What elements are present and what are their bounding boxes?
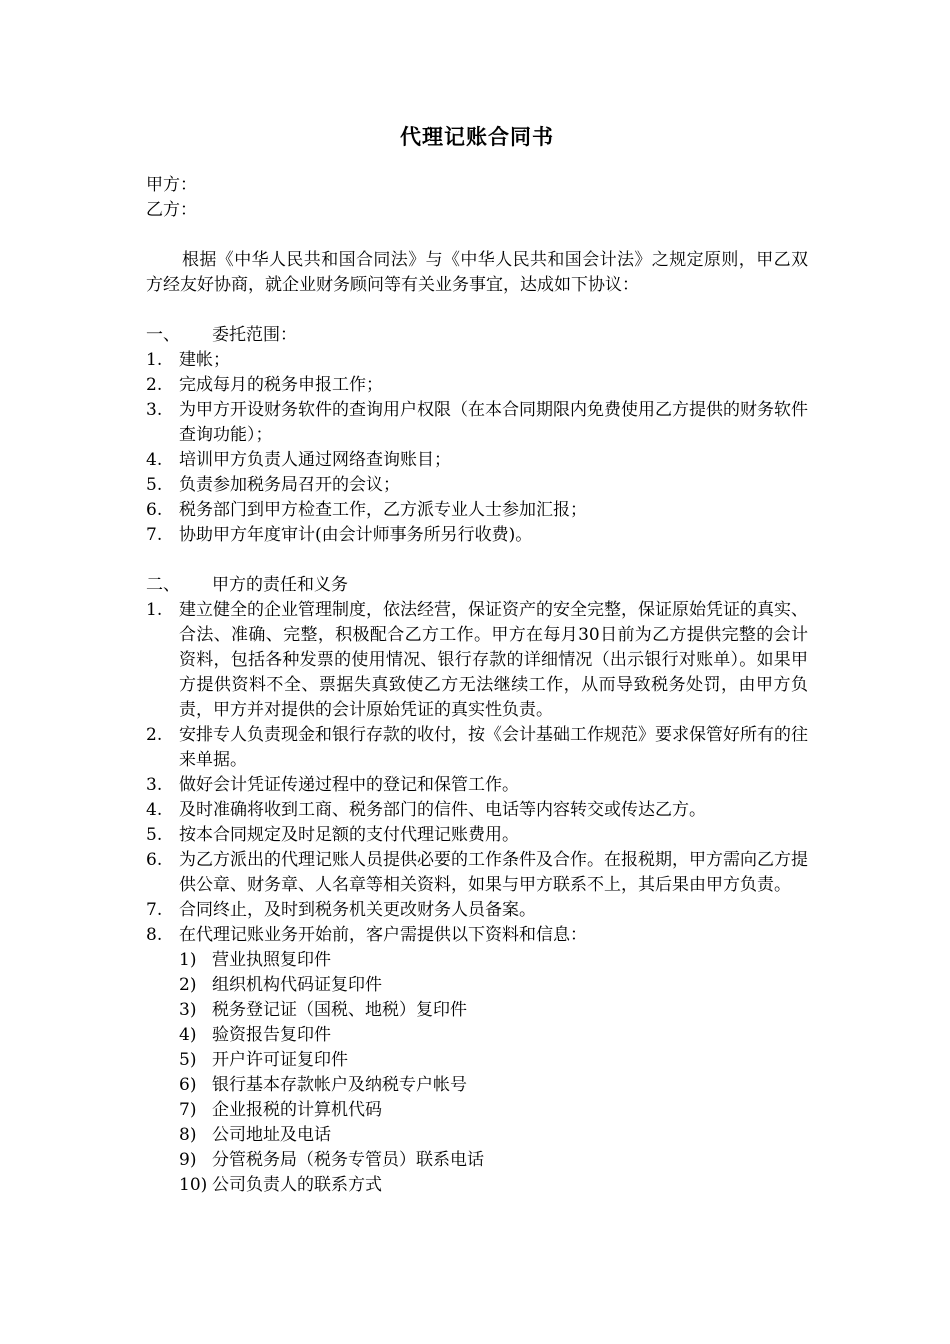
item-text: 按本合同规定及时足额的支付代理记账费用。 [179,825,519,845]
list-item [146,373,808,398]
sub-item-number: 1) [179,950,197,970]
sub-item-text: 组织机构代码证复印件 [212,975,382,995]
section-number: 一、 [146,325,180,345]
item-text: 在代理记账业务开始前，客户需提供以下资料和信息： [179,925,587,945]
spacer [146,298,808,323]
item-number: 8. [146,925,163,945]
list-item [146,923,808,1198]
sub-item-text: 分管税务局（税务专管员）联系电话 [212,1150,484,1170]
item-number: 1. [146,350,163,370]
section-1-list [146,348,808,548]
item-number: 7. [146,525,163,545]
sub-list-item [179,1048,808,1073]
spacer [146,548,808,573]
sub-item-text: 开户许可证复印件 [212,1050,348,1070]
sub-item-number: 7) [179,1100,197,1120]
sub-item-text: 公司负责人的联系方式 [212,1175,382,1195]
item-text: 为乙方派出的代理记账人员提供必要的工作条件及合作。在报税期，甲方需向乙方提供公章、财务章、人名章等相关资料，如果与甲方联系不上，其后果由甲方负责。 [179,850,808,895]
item-number: 3. [146,775,163,795]
party-a-label: 甲方： [146,175,197,195]
item-number: 1. [146,600,163,620]
sub-item-number: 4) [179,1025,197,1045]
list-item [146,473,808,498]
spacer [146,223,808,248]
item-text: 负责参加税务局召开的会议； [179,475,400,495]
item-text: 做好会计凭证传递过程中的登记和保管工作。 [179,775,519,795]
item-number: 2. [146,375,163,395]
list-item [146,448,808,473]
item-number: 4. [146,800,163,820]
section-2-list [146,598,808,1198]
item-number: 2. [146,725,163,745]
item-text: 合同终止，及时到税务机关更改财务人员备案。 [179,900,536,920]
sub-list-item [179,1023,808,1048]
sub-item-number: 6) [179,1075,197,1095]
list-item [146,348,808,373]
list-item [146,848,808,898]
item-number: 3. [146,400,163,420]
required-documents-list [179,948,808,1198]
list-item [146,898,808,923]
intro-paragraph: 根据《中华人民共和国合同法》与《中华人民共和国会计法》之规定原则，甲乙双方经友好协商，就企业财务顾问等有关业务事宜，达成如下协议： [146,250,808,295]
item-text: 建立健全的企业管理制度，依法经营，保证资产的安全完整，保证原始凭证的真实、合法、准确、完整，积极配合乙方工作。甲方在每月30日前为乙方提供完整的会计资料，包括各种发票的使用情况、银行存款的详细情况（出示银行对账单）。如果甲方提供资料不全、票据失真致使乙方无法继续工作，从而导致税务处罚，由甲方负责，甲方并对提供的会计原始凭证的真实性负责。 [179,600,808,720]
item-text: 协助甲方年度审计(由会计师事务所另行收费)。 [179,525,533,545]
item-body [179,923,808,1198]
sub-item-text: 税务登记证（国税、地税）复印件 [212,1000,467,1020]
list-item [146,523,808,548]
item-text: 完成每月的税务申报工作； [179,375,383,395]
section-1-heading [146,323,808,348]
document-title: 代理记账合同书 [400,125,554,149]
list-item [146,723,808,773]
document-page [146,118,808,1198]
sub-list-item [179,1173,808,1198]
section-title: 委托范围： [212,325,297,345]
item-number: 4. [146,450,163,470]
item-number: 7. [146,900,163,920]
sub-item-number: 5) [179,1050,197,1070]
list-item [146,773,808,798]
list-item [146,798,808,823]
sub-item-number: 8) [179,1125,197,1145]
sub-list-item [179,948,808,973]
sub-item-text: 公司地址及电话 [212,1125,331,1145]
list-item [146,398,808,448]
item-text: 安排专人负责现金和银行存款的收付，按《会计基础工作规范》要求保管好所有的往来单据。 [179,725,808,770]
item-text: 建帐； [179,350,230,370]
sub-list-item [179,1073,808,1098]
sub-list-item [179,1123,808,1148]
item-number: 6. [146,850,163,870]
sub-list-item [179,998,808,1023]
item-text: 为甲方开设财务软件的查询用户权限（在本合同期限内免费使用乙方提供的财务软件查询功能）； [179,400,808,445]
section-number: 二、 [146,575,180,595]
item-number: 6. [146,500,163,520]
list-item [146,598,808,723]
sub-list-item [179,1098,808,1123]
item-number: 5. [146,475,163,495]
sub-item-text: 验资报告复印件 [212,1025,331,1045]
sub-list-item [179,1148,808,1173]
item-text: 及时准确将收到工商、税务部门的信件、电话等内容转交或传达乙方。 [179,800,706,820]
list-item [146,823,808,848]
sub-list-item [179,973,808,998]
sub-item-number: 10) [179,1175,208,1195]
sub-item-text: 企业报税的计算机代码 [212,1100,382,1120]
party-b-label: 乙方： [146,200,197,220]
item-text: 税务部门到甲方检查工作，乙方派专业人士参加汇报； [179,500,587,520]
section-2-heading [146,573,808,598]
section-title: 甲方的责任和义务 [212,575,348,595]
item-text: 培训甲方负责人通过网络查询账目； [179,450,451,470]
sub-item-number: 2) [179,975,197,995]
sub-item-text: 营业执照复印件 [212,950,331,970]
sub-item-number: 9) [179,1150,197,1170]
sub-item-text: 银行基本存款帐户及纳税专户帐号 [212,1075,467,1095]
list-item [146,498,808,523]
sub-item-number: 3) [179,1000,197,1020]
item-number: 5. [146,825,163,845]
